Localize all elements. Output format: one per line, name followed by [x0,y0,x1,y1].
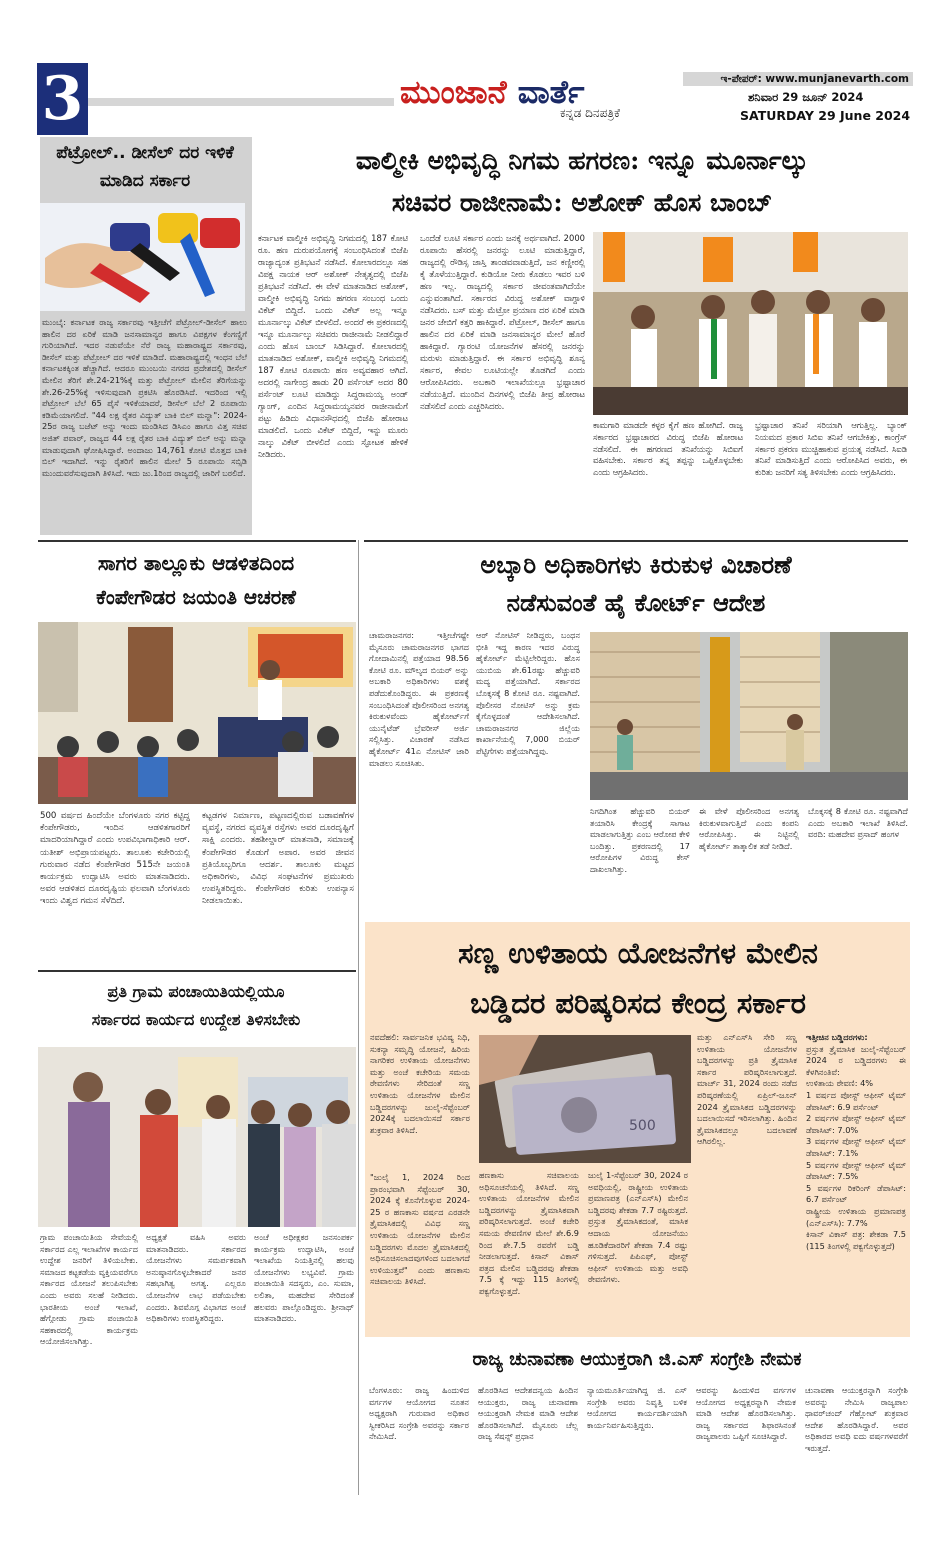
valmiki-right-col1: ಕಾಮಗಾರಿ ಮಾಡದೇ ಕಳ್ಳರ ಕೈಗೆ ಹಣ ಹೋಗಿದೆ. ರಾಜ್ಯ ಸರ್ಕಾರದ ಭ್ರಷ್ಟಾಚಾರದ ವಿರುದ್ಧ ಬಿಜೆಪಿ ಹೋರಾಟ ನಡೆಸಲಿದೆ. ಈ ಹಗರಣದ ತನಿಖೆಯನ್ನು ಸಿಬಿಐಗೆ ವಹಿಸಬೇಕು. ಸರ್ಕಾರ ತನ್ನ ತಪ್ಪನ್ನು ಒಪ್ಪಿಕೊಳ್ಳಬೇಕು ಎಂದು ಆಗ್ರಹಿಸಿದರು. [593,420,743,478]
rate-item: ಉಳಿತಾಯ ಠೇವಣಿ: 4% [806,1078,874,1089]
abkari-col1: ಚಾಮರಾಜನಗರ: ಇತ್ತೀಚೆಗಷ್ಟೇ ಮೈಸೂರು ಚಾಮರಾಜನಗರ ಭಾಗದ ಗೋದಾಮಿನಲ್ಲಿ ಪತ್ತೆಯಾದ 98.56 ಕೋಟಿ ರೂ. ಮೌಲ್ಯದ ಬಿಯರ್ ಅನ್ನು ಅಬಕಾರಿ ಅಧಿಕಾರಿಗಳು ವಶಕ್ಕೆ ಪಡೆದುಕೊಂಡಿದ್ದರು. ಈ ಪ್ರಕರಣಕ್ಕೆ ಸಂಬಂಧಿಸಿದಂತೆ ಪೊಲೀಸರಿಂದ ಅನಗತ್ಯ ಕಿರುಕುಳವೆಂದು ಹೈಕೋರ್ಟ್‌ಗೆ ಯುನೈಟೆಡ್ ಬ್ರೆವರೀಸ್ ಅರ್ಜಿ ಸಲ್ಲಿಸಿತ್ತು. ವಿಚಾರಣೆ ನಡೆಸಿದ ಹೈಕೋರ್ಟ್ 41ಎ ನೋಟಿಸ್ ಜಾರಿ ಮಾಡಲು ಸೂಚಿಸಿತು. [369,630,469,768]
election-col3: ನ್ಯಾಯಮೂರ್ತಿಯಾಗಿದ್ದ ಜಿ. ಎಸ್ ಸಂಗ್ರೇಶಿ ಅವರು ನಿವೃತ್ತಿ ಬಳಿಕ ಆಯೋಗದ ಕಾರ್ಯದರ್ಶಿಯಾಗಿ ಕಾರ್ಯನಿರ್ವಹಿಸುತ್ತಿದ್ದರು. [587,1385,687,1430]
sagar-headline-line2: ಕೆಂಪೇಗೌಡರ ಜಯಂತಿ ಆಚರಣೆ [96,585,296,609]
rate-item: 5 ವರ್ಷಗಳ ಪೋಸ್ಟ್ ಆಫೀಸ್ ಟೈಮ್ ಡೆಪಾಸಿಟ್: 7.5% [806,1159,906,1182]
savings-col2: ಹಣಕಾಸು ಸಚಿವಾಲಯ ಅಧಿಸೂಚನೆಯಲ್ಲಿ ತಿಳಿಸಿದೆ. ಸಣ್ಣ ಉಳಿತಾಯ ಯೋಜನೆಗಳ ಮೇಲಿನ ಬಡ್ಡಿದರಗಳನ್ನು ತ್ರೈಮಾಸಿಕವಾಗಿ ಪರಿಷ್ಕರಿಸಲಾಗುತ್ತದೆ. ಅಂಚೆ ಕಚೇರಿ ಸಮಯ ಠೇವಣಿಗಳ ಮೇಲೆ ಶೇ.6.9 ರಿಂದ ಶೇ.7.5 ರವರೆಗೆ ಬಡ್ಡಿ ನೀಡಲಾಗುತ್ತದೆ. ಕಿಸಾನ್ ವಿಕಾಸ್ ಪತ್ರದ ಮೇಲಿನ ಬಡ್ಡಿದರವು ಶೇಕಡಾ 7.5 ಕ್ಕೆ ಇದ್ದು 115 ತಿಂಗಳಲ್ಲಿ ಪಕ್ವಗೊಳ್ಳುತ್ತದೆ. [479,1170,579,1296]
petrol-body: ಮುಂಬೈ: ಕರ್ನಾಟಕ ರಾಜ್ಯ ಸರ್ಕಾರವು ಇತ್ತೀಚೆಗೆ ಪೆಟ್ರೋಲ್-ಡೀಸೆಲ್ ಹಾಲು ಹಾಲಿನ ದರ ಏರಿಕೆ ಮಾಡಿ ಜನಸಾಮಾನ್ಯರ ಹಾಗೂ ವಿಪಕ್ಷಗಳ ಕೆಂಗಣ್ಣಿಗೆ ಗುರಿಯಾಗಿದೆ. ಇದರ ನಡುವೆಯೇ ನೆರೆ ರಾಜ್ಯ ಮಹಾರಾಷ್ಟ್ರದ ಸರ್ಕಾರವು, ಡೀಸೆಲ್ ಮತ್ತು ಪೆಟ್ರೋಲ್ ದರ ಇಳಿಕೆ ಮಾಡಿದೆ. ಮಹಾರಾಷ್ಟ್ರದಲ್ಲಿ ಇಂಧನ ಬೆಲೆ ಕರ್ನಾಟಕಕ್ಕಿಂತ ಹೆಚ್ಚಾಗಿದೆ. ಆದರೂ ಮುಂಬಯಿ ನಗರದ ಪ್ರದೇಶದಲ್ಲಿ ಡೀಸೆಲ್ ಮೇಲಿನ ತೆರಿಗೆ ಶೇ.24-21%ಕ್ಕೆ ಮತ್ತು ಪೆಟ್ರೋಲ್ ಮೇಲಿನ ತೆರಿಗೆಯನ್ನು ಶೇ.26-25%ಕ್ಕೆ ಇಳಿಸುವುದಾಗಿ ಪ್ರಕಟಿಸಿ ಹೊರಡಿಸಿದೆ. ಇದರಿಂದ ಇಲ್ಲಿ ಪೆಟ್ರೋಲ್ ಬೆಲೆ 65 ಪೈಸೆ ಇಳಿಕೆಯಾದರೆ, ಡೀಸೆಲ್ ಬೆಲೆ 2 ರೂಪಾಯಿ ಕಡಿಮೆಯಾಗಲಿದೆ. "44 ಲಕ್ಷ ರೈತರ ವಿದ್ಯುತ್ ಬಾಕಿ ಬಿಲ್ ಮನ್ನಾ": 2024-25ರ ರಾಜ್ಯ ಬಜೆಟ್ ಅನ್ನು ಇಂದು ಮಂಡಿಸಿದ ಡಿಸಿಎಂ ಹಾಗೂ ವಿತ್ತ ಸಚಿವ ಅಜಿತ್ ಪವಾರ್, ರಾಜ್ಯದ 44 ಲಕ್ಷ ರೈತರ ಬಾಕಿ ವಿದ್ಯುತ್ ಬಿಲ್ ಅನ್ನು ಮನ್ನಾ ಮಾಡುವುದಾಗಿ ಘೋಷಿಸಿದ್ದಾರೆ. ಅಂದಾಜು 14,761 ಕೋಟಿ ಮೊತ್ತದ ಬಾಕಿ ಬಿಲ್ ಇದಾಗಿದೆ. ಇನ್ನು ರೈತರಿಗೆ ಹಾಲಿನ ಮೇಲೆ 5 ರೂಪಾಯಿ ಸಬ್ಸಿಡಿ ಮುಂದುವರೆಸುವುದಾಗಿ ತಿಳಿಸಿದೆ. ಇದು ಜು.1ರಿಂದ ರಾಜ್ಯದಲ್ಲಿ ಜಾರಿಗೆ ಬರಲಿದೆ. [42,317,247,478]
divider [364,540,908,542]
grama-headline-line2: ಸರ್ಕಾರದ ಕಾರ್ಯದ ಉದ್ದೇಶ ತಿಳಿಸಬೇಕು [91,1010,301,1029]
rate-item: ಪ್ರಸ್ತುತ ತ್ರೈಮಾಸಿಕ ಜುಲೈ-ಸೆಪ್ಟೆಂಬರ್ 2024 ರ ಬಡ್ಡಿದರಗಳು ಈ ಕೆಳಗಿನಂತಿವೆ: [806,1043,906,1077]
valmiki-headline [262,140,902,224]
grama-col3: ಅಂಚೆ ಅಧೀಕ್ಷಕರ ಜನಸಂಪರ್ಕ ಕಾರ್ಯಕ್ರಮ ಉದ್ಘಾಟಿಸಿ, ಅಂಚೆ ಇಲಾಖೆಯ ನಿಯತ್ತಿನಲ್ಲಿ ಹಲವು ಯೋಜನೆಗಳು ಲಭ್ಯವಿವೆ. ಗ್ರಾಮ ಪಂಚಾಯಿತಿ ಸದಸ್ಯರು, ಎಂ. ಸುಮಾ, ಲಲಿತಾ, ಮಹದೇವ ಸೇರಿದಂತೆ ಹಲವರು ಪಾಲ್ಗೊಂಡಿದ್ದರು. ಶ್ರೀನಾಥ್ ಮಾತನಾಡಿದರು. [254,1232,354,1324]
sagar-headline [40,546,352,614]
masthead-subtitle: ಕನ್ನಡ ದಿನಪತ್ರಿಕೆ [560,106,621,120]
masthead-part2: ವಾರ್ತೆ [517,73,585,111]
valmiki-headline-line2: ಸಚಿವರ ರಾಜೀನಾಮೆ: ಅಶೋಕ್ ಹೊಸ ಬಾಂಬ್ [391,188,773,217]
grama-col1: ಗ್ರಾಮ ಪಂಚಾಯಿತಿಯ ಸೇವೆಯಲ್ಲಿ ಸರ್ಕಾರದ ಎಲ್ಲ ಇಲಾಖೆಗಳ ಕಾರ್ಯದ ಉದ್ದೇಶ ಜನರಿಗೆ ತಿಳಿಯಬೇಕು. ಸಮಾಜದ ಕಟ್ಟಕಡೆಯ ವ್ಯಕ್ತಿಯವರೆಗೂ ಸರ್ಕಾರದ ಯೋಜನೆ ತಲುಪಿಸಬೇಕು ಎಂದು ಅವರು ಸಲಹೆ ನೀಡಿದರು. ಭಾರತೀಯ ಅಂಚೆ ಇಲಾಖೆ, ಹೆಗ್ಗೋಡು ಗ್ರಾಮ ಪಂಚಾಯಿತಿ ಸಹಕಾರದಲ್ಲಿ ಕಾರ್ಯಕ್ರಮ ಆಯೋಜಿಸಲಾಗಿತ್ತು. [40,1232,138,1347]
election-headline: ರಾಜ್ಯ ಚುನಾವಣಾ ಆಯುಕ್ತರಾಗಿ ಜಿ.ಎಸ್ ಸಂಗ್ರೇಶಿ ನೇಮಕ [472,1349,802,1370]
savings-headline [372,928,904,1028]
abkari-below3: ಬೊಕ್ಕಸಕ್ಕೆ 8 ಕೋಟಿ ರೂ. ನಷ್ಟವಾಗಿದೆ ಎಂದು ಅಬಕಾರಿ ಇಲಾಖೆ ತಿಳಿಸಿದೆ. ವರದಿ: ಮಹದೇವ ಪ್ರಸಾದ್ ಹಂಗಳ [808,806,908,840]
valmiki-col1: ಕರ್ನಾಟಕ ವಾಲ್ಮೀಕಿ ಅಭಿವೃದ್ಧಿ ನಿಗಮದಲ್ಲಿ 187 ಕೋಟಿ ರೂ. ಹಣ ದುರುಪಯೋಗಕ್ಕೆ ಸಂಬಂಧಿಸಿದಂತೆ ಬಿಜೆಪಿ ರಾಜ್ಯಾದ್ಯಂತ ಪ್ರತಿಭಟನೆ ನಡೆಸಿದೆ. ಕೋಲಾರದಲ್ಲೂ ಸಹ ವಿಪಕ್ಷ ನಾಯಕ ಆರ್ ಅಶೋಕ್ ನೇತೃತ್ವದಲ್ಲಿ ಬಿಜೆಪಿ ಪ್ರತಿಭಟನೆ ನಡೆಸಿದೆ. ಈ ವೇಳೆ ಮಾತನಾಡಿದ ಅಶೋಕ್, ವಾಲ್ಮೀಕಿ ಅಭಿವೃದ್ಧಿ ನಿಗಮ ಹಗರಣ ಸಂಬಂಧ ಒಂದು ವಿಕೆಟ್ ಬಿದ್ದಿದೆ. ಒಂದು ವಿಕೆಟ್ ಅಲ್ಲ ಇನ್ನೂ ಮೂರ್ನಾಲ್ಕು ವಿಕೆಟ್ ಬೀಳಲಿದೆ. ಅಂದರೆ ಈ ಪ್ರಕರಣದಲ್ಲಿ ಇನ್ನೂ ಮೂರ್ನಾಲ್ಕು ಸಚಿವರು ರಾಜೀನಾಮೆ ನೀಡಲಿದ್ದಾರೆ ಎಂದು ಹೊಸ ಬಾಂಬ್ ಸಿಡಿಸಿದ್ದಾರೆ. ಕೋಲಾರದಲ್ಲಿ ಮಾತನಾಡಿದ ಅಶೋಕ್, ವಾಲ್ಮೀಕಿ ಅಭಿವೃದ್ಧಿ ನಿಗಮದಲ್ಲಿ 187 ಕೋಟಿ ರೂಪಾಯಿ ಹಣ ಅವ್ಯವಹಾರ ಆಗಿದೆ. ಅದರಲ್ಲಿ ನಾಗೇಂದ್ರ ಹಾಡು 20 ಪರ್ಸೆಂಟ್ ಅದರ 80 ಪರ್ಸೆಂಟ್ ಲೂಟಿ ಮಾಡಿದ್ದು ಸಿದ್ದರಾಮಯ್ಯ ಅಂಡ್ ಗ್ಯಾಂಗ್, ಎಂದಿನ ಸಿದ್ದರಾಮಯ್ಯನವರ ರಾಜೀನಾಮೆಗೆ ಪಟ್ಟು ಹಿಡಿದು ವಿಧಾನಸೌಧದಲ್ಲಿ ಬಿಜೆಪಿ ಹೋರಾಟ ಮಾಡಲಿದೆ. ಒಂದು ವಿಕೆಟ್ ಬಿದ್ದಿದೆ, ಇನ್ನು ಮೂರು ನಾಲ್ಕು ವಿಕೆಟ್ ಬೀಳಲಿದೆ ಎಂದು ಸ್ಫೋಟಕ ಹೇಳಿಕೆ ನೀಡಿದರು. [258,233,408,459]
rate-item: 3 ವರ್ಷಗಳ ಪೋಸ್ಟ್ ಆಫೀಸ್ ಟೈಮ್ ಡೆಪಾಸಿಟ್: 7.1% [806,1136,906,1158]
grama-headline-line1: ಪ್ರತಿ ಗ್ರಾಮ ಪಂಚಾಯಿತಿಯಲ್ಲಿಯೂ [107,982,285,1001]
sagar-headline-line1: ಸಾಗರ ತಾಲ್ಲೂಕು ಆಡಳಿತದಿಂದ [97,551,295,575]
bjp-protest-photo [593,232,908,415]
divider [38,540,356,542]
currency-notes-photo [479,1035,691,1163]
savings-headline-line1: ಸಣ್ಣ ಉಳಿತಾಯ ಯೋಜನೆಗಳ ಮೇಲಿನ [458,936,818,970]
header-rule [88,98,394,106]
savings-rates-list [806,1032,906,1332]
election-col4: ಆವರನ್ನು ಹಿಂದುಳಿದ ವರ್ಗಗಳ ಆಯೋಗದ ಅಧ್ಯಕ್ಷರನ್ನಾಗಿ ನೇಮಕ ಮಾಡಿ ಆದೇಶ ಹೊರಡಿಸಲಾಗಿತ್ತು. ರಾಜ್ಯ ಸರ್ಕಾರದ ಶಿಫಾರಸಿನಂತೆ ರಾಜ್ಯಪಾಲರು ಒಪ್ಪಿಗೆ ಸೂಚಿಸಿದ್ದಾರೆ. [696,1385,796,1442]
savings-headline-line2: ಬಡ್ಡಿದರ ಪರಿಷ್ಕರಿಸದ ಕೇಂದ್ರ ಸರ್ಕಾರ [470,986,806,1020]
date-kannada: ಶನಿವಾರ 29 ಜೂನ್ 2024 [748,90,864,104]
rate-item: ಕಿಸಾನ್ ವಿಕಾಸ್ ಪತ್ರ: ಶೇಕಡಾ 7.5 (115 ತಿಂಗಳಲ್ಲಿ ಪಕ್ವಗೊಳ್ಳುತ್ತದೆ) [806,1229,906,1251]
column-rule [358,540,359,1495]
savings-col1b: "ಜುಲೈ 1, 2024 ರಿಂದ ಪ್ರಾರಂಭವಾಗಿ ಸೆಪ್ಟೆಂಬರ್ 30, 2024 ಕ್ಕೆ ಕೊನೆಗೊಳ್ಳುವ 2024-25 ರ ಹಣಕಾಸು ವರ್ಷದ ಎರಡನೇ ತ್ರೈಮಾಸಿಕದಲ್ಲಿ ವಿವಿಧ ಸಣ್ಣ ಉಳಿತಾಯ ಯೋಜನೆಗಳ ಮೇಲಿನ ಬಡ್ಡಿದರಗಳು ಮೊದಲ ತ್ರೈಮಾಸಿಕದಲ್ಲಿ ಅಧಿಸೂಚಿಸಲಾದವುಗಳಿಂದ ಬದಲಾಗದೆ ಉಳಿಯುತ್ತವೆ" ಎಂದು ಹಣಕಾಸು ಸಚಿವಾಲಯ ತಿಳಿಸಿದೆ. [370,1172,470,1287]
abkari-below1: ನಿಗದಿಗಿಂತ ಹೆಚ್ಚುವರಿ ಬಿಯರ್ ತಯಾರಿಸಿ ಕೇಂದ್ರಕ್ಕೆ ಸಾಗಾಟ ಮಾಡಲಾಗುತ್ತಿತ್ತು ಎಂಬ ಆರೋಪ ಕೇಳಿ ಬಂದಿತ್ತು. ಪ್ರಕರಣದಲ್ಲಿ 17 ಆರೋಪಿಗಳ ವಿರುದ್ಧ ಕೇಸ್ ದಾಖಲಾಗಿತ್ತು. [590,806,690,874]
rate-item: 2 ವರ್ಷಗಳ ಪೋಸ್ಟ್ ಆಫೀಸ್ ಟೈಮ್ ಡೆಪಾಸಿಟ್: 7.0% [806,1113,906,1135]
epaper-link[interactable]: ಇ-ಪೇಪರ್: www.munjanevarth.com [683,72,913,86]
date-english: SATURDAY 29 June 2024 [740,108,911,123]
rate-item: 5 ವರ್ಷಗಳ ರಿಕರಿಂಗ್ ಡೆಪಾಸಿಟ್: 6.7 ಪರ್ಸೆಂಟ್ [806,1182,906,1205]
divider [38,970,356,972]
savings-col3: ಜುಲೈ 1-ಸೆಪ್ಟೆಂಬರ್ 30, 2024 ರ ಅವಧಿಯಲ್ಲಿ, ರಾಷ್ಟ್ರೀಯ ಉಳಿತಾಯ ಪ್ರಮಾಣಪತ್ರ (ಎನ್‌ಎಸ್‌ಸಿ) ಮೇಲಿನ ಬಡ್ಡಿದರವು ಶೇಕಡಾ 7.7 ರಷ್ಟಿರುತ್ತದೆ. ಪ್ರಸ್ತುತ ತ್ರೈಮಾಸಿಕದಂತೆ, ಮಾಸಿಕ ಆದಾಯ ಯೋಜನೆಯು ಹೂಡಿಕೆದಾರರಿಗೆ ಶೇಕಡಾ 7.4 ರಷ್ಟು ಗಳಿಸುತ್ತದೆ. ಪಿಪಿಎಫ್, ಪೋಸ್ಟ್ ಆಫೀಸ್ ಉಳಿತಾಯ ಮತ್ತು ಅವಧಿ ಠೇವಣಿಗಳು. [588,1170,688,1285]
abkari-below2: ಈ ವೇಳೆ ಪೊಲೀಸರಿಂದ ಅನಗತ್ಯ ಕಿರುಕುಳವಾಗುತ್ತಿದೆ ಎಂದು ಕಂಪನಿ ಆರೋಪಿಸಿತ್ತು. ಈ ನಿಟ್ಟಿನಲ್ಲಿ ಹೈಕೋರ್ಟ್ ತಾತ್ಕಾಲಿಕ ತಡೆ ನೀಡಿದೆ. [699,806,799,851]
petrol-headline: ಪೆಟ್ರೋಲ್.. ಡೀಸೆಲ್ ದರ ಇಳಿಕೆ ಮಾಡಿದ ಸರ್ಕಾರ [56,143,234,191]
grama-col2: ಅಧ್ಯಕ್ಷತೆ ವಹಿಸಿ ಅವರು ಮಾತನಾಡಿದರು. ಸರ್ಕಾರದ ಯೋಜನೆಗಳು ಸಮರ್ಪಕವಾಗಿ ಅನುಷ್ಠಾನಗೊಳ್ಳಬೇಕಾದರೆ ಜನರ ಸಹಭಾಗಿತ್ವ ಅಗತ್ಯ. ಎಲ್ಲರೂ ಯೋಜನೆಗಳ ಲಾಭ ಪಡೆಯಬೇಕು ಎಂದರು. ಶಿವಮೊಗ್ಗ ವಿಭಾಗದ ಅಂಚೆ ಅಧಿಕಾರಿಗಳು ಉಪಸ್ಥಿತರಿದ್ದರು. [146,1232,246,1324]
sagar-col1: 500 ವರ್ಷದ ಹಿಂದೆಯೇ ಬೆಂಗಳೂರು ನಗರ ಕಟ್ಟಿದ್ದ ಕೆಂಪೇಗೌಡರು, ಇಂದಿನ ಆಡಳಿತಗಾರರಿಗೆ ಮಾದರಿಯಾಗಿದ್ದಾರೆ ಎಂದು ಉಪವಿಭಾಗಾಧಿಕಾರಿ ಆರ್. ಯತೀಶ್ ಅಭಿಪ್ರಾಯಪಟ್ಟರು. ತಾಲೂಕು ಕಚೇರಿಯಲ್ಲಿ ಗುರುವಾರ ನಡೆದ ಕೆಂಪೇಗೌಡರ 515ನೇ ಜಯಂತಿ ಕಾರ್ಯಕ್ರಮ ಉದ್ಘಾಟಿಸಿ ಅವರು ಮಾತನಾಡಿದರು. ಅವರ ಆಡಳಿತದ ದೂರದೃಷ್ಟಿಯ ಫಲವಾಗಿ ಬೆಂಗಳೂರು ಇಂದು ವಿಶ್ವದ ಗಮನ ಸೆಳೆದಿದೆ. [40,811,190,907]
masthead-part1: ಮುಂಜಾನೆ [400,73,507,111]
grama-headline [40,978,352,1034]
valmiki-right-col2: ಭ್ರಷ್ಟಾಚಾರ ತನಿಖೆ ಸರಿಯಾಗಿ ಆಗುತ್ತಿಲ್ಲ. ಬ್ಯಾಂಕ್ ನಿಯಮದ ಪ್ರಕಾರ ಸಿಬಿಐ ತನಿಖೆ ಆಗಬೇಕಿತ್ತು, ಕಾಂಗ್ರೆಸ್ ಸರ್ಕಾರ ಪ್ರಕರಣ ಮುಚ್ಚಿಹಾಕುವ ಪ್ರಯತ್ನ ನಡೆಸಿದೆ. ಸಿಐಡಿ ತನಿಖೆ ಮಾಡಿಸುತ್ತಿದೆ ಎಂದು ಆರೋಪಿಸಿದ ಅವರು, ಈ ಕುರಿತು ಜನರಿಗೆ ಸತ್ಯ ತಿಳಿಸಬೇಕು ಎಂದು ಆಗ್ರಹಿಸಿದರು. [755,420,907,478]
svg-text:500: 500 [629,1118,656,1134]
rate-item: ರಾಷ್ಟ್ರೀಯ ಉಳಿತಾಯ ಪ್ರಮಾಣಪತ್ರ (ಎನ್‌ಎಸ್‌ಸಿ): 7.7% [806,1205,906,1228]
abkari-headline-line1: ಅಬ್ಕಾರಿ ಅಧಿಕಾರಿಗಳು ಕಿರುಕುಳ ವಿಚಾರಣೆ [480,550,792,579]
kempegowda-event-photo [38,622,356,804]
abkari-col2: ಆರ್ ನೋಟಿಸ್ ನೀಡಿದ್ದರು, ಬಂಧನ ಭೀತಿ ಇದ್ದ ಕಾರಣ ಇದರ ವಿರುದ್ಧ ಹೈಕೋರ್ಟ್ ಮೆಟ್ಟಿಲೇರಿದ್ದರು. ಹೊಸ ಯುಬಿಯ ಶೇ.61ರಷ್ಟು ಹೆಚ್ಚುವರಿ ಮದ್ಯ ಪತ್ತೆಯಾಗಿದೆ. ಸರ್ಕಾರದ ಬೊಕ್ಕಸಕ್ಕೆ 8 ಕೋಟಿ ರೂ. ನಷ್ಟವಾಗಿದೆ. ಪೊಲೀಸರ ನೋಟಿಸ್ ಅನ್ನು ಕ್ರಮ ಕೈಗೊಳ್ಳದಂತೆ ಆದೇಶಿಸಲಾಗಿದೆ. ಚಾಮರಾಜನಗರ ಜಿಲ್ಲೆಯ ಕಾರ್ಖಾನೆಯಲ್ಲಿ 7,000 ಬಿಯರ್ ಪೆಟ್ಟಿಗೆಗಳು ಪತ್ತೆಯಾಗಿದ್ದವು. [476,630,580,756]
valmiki-col2: ಒಂದೆಡೆ ಲೂಟಿ ಸರ್ಕಾರ ಎಂದು ಜನಕ್ಕೆ ಅರ್ಥವಾಗಿದೆ. 2000 ರೂಪಾಯಿ ಹೆಸರಲ್ಲಿ ಜನರನ್ನು ಲೂಟಿ ಮಾಡುತ್ತಿದ್ದಾರೆ, ರಾಜ್ಯದಲ್ಲಿ ರೌಡಿಸ್ಸ ಜಾಸ್ತಿ ತಾಂಡವವಾಡುತ್ತಿದೆ, ಜನ ಕಣ್ಣೀರಲ್ಲಿ ಕೈ ತೊಳೆಯುತ್ತಿದ್ದಾರೆ. ಕುಡಿಯೋ ನೀರು ಕೊಡಲು ಇವರ ಬಳಿ ಹಣ ಇಲ್ಲ. ರಾಜ್ಯದಲ್ಲಿ ಸರ್ಕಾರ ಜೀವಂತವಾಗಿದೆಯೇ ಎನ್ನುವಂತಾಗಿದೆ. ಸರ್ಕಾರದ ವಿರುದ್ಧ ಅಶೋಕ್ ವಾಗ್ದಾಳಿ ನಡೆಸಿದರು. ಬಸ್ ಮತ್ತು ಮೆಟ್ರೋ ಪ್ರಯಾಣ ದರ ಏರಿಕೆ ಮಾಡಿ ಜನರ ಜೇಬಿಗೆ ಕತ್ತರಿ ಹಾಕಿದ್ದಾರೆ. ಪೆಟ್ರೋಲ್, ಡೀಸೆಲ್ ಹಾಗೂ ಹಾಲಿನ ದರ ಏರಿಕೆ ಮಾಡಿ ಜನಸಾಮಾನ್ಯರ ಮೇಲೆ ಹೊರೆ ಹಾಕಿದ್ದಾರೆ. ಗ್ಯಾರಂಟಿ ಯೋಜನೆಗಳ ಹೆಸರಲ್ಲಿ ಜನರನ್ನು ಮರುಳು ಮಾಡುತ್ತಿದ್ದಾರೆ. ಈ ಸರ್ಕಾರ ಅಭಿವೃದ್ಧಿ ಶೂನ್ಯ ಸರ್ಕಾರ, ಕೇವಲ ಲೂಟಿಯಲ್ಲೇ ತೊಡಗಿದೆ ಎಂದು ಆರೋಪಿಸಿದರು. ಅಬಕಾರಿ ಇಲಾಖೆಯಲ್ಲೂ ಭ್ರಷ್ಟಾಚಾರ ನಡೆಯುತ್ತಿದೆ. ಮುಂದಿನ ದಿನಗಳಲ್ಲಿ ಬಿಜೆಪಿ ತೀವ್ರ ಹೋರಾಟ ನಡೆಸಲಿದೆ ಎಂದು ಎಚ್ಚರಿಸಿದರು. [420,233,585,411]
rate-item: ಇತ್ತೀಚಿನ ಬಡ್ಡಿದರಗಳು: [806,1032,868,1042]
abkari-headline [366,546,906,622]
grama-panchayat-photo [38,1047,356,1227]
beer-warehouse-photo [590,632,908,800]
savings-col4: ಮತ್ತು ಎನ್‌ಎಸ್‌ಸಿ ಸೇರಿ ಸಣ್ಣ ಉಳಿತಾಯ ಯೋಜನೆಗಳ ಬಡ್ಡಿದರಗಳನ್ನು ಪ್ರತಿ ತ್ರೈಮಾಸಿಕ ಸರ್ಕಾರ ಪರಿಷ್ಕರಿಸಲಾಗುತ್ತದೆ. ಮಾರ್ಚ್ 31, 2024 ರಂದು ನಡೆದ ಪರಿಷ್ಕರಣೆಯಲ್ಲಿ ಏಪ್ರಿಲ್-ಜೂನ್ 2024 ತ್ರೈಮಾಸಿಕದ ಬಡ್ಡಿದರಗಳನ್ನು ಬದಲಾಯಿಸದೆ ಇರಿಸಲಾಗಿತ್ತು. ಹಿಂದಿನ ತ್ರೈಮಾಸಿಕದಲ್ಲೂ ಬದಲಾವಣೆ ಆಗಿರಲಿಲ್ಲ. [697,1032,797,1147]
election-col1: ಬೆಂಗಳೂರು: ರಾಜ್ಯ ಹಿಂದುಳಿದ ವರ್ಗಗಳ ಆಯೋಗದ ನೂತನ ಅಧ್ಯಕ್ಷರಾಗಿ ಗುರುವಾರ ಅಧಿಕಾರ ಸ್ವೀಕರಿಸಿದ ಸಂಗ್ರೇಶಿ ಅವರನ್ನು ಸರ್ಕಾರ ನೇಮಿಸಿದೆ. [369,1385,469,1442]
sagar-col2: ಕಟ್ಟಡಗಳ ನಿರ್ಮಾಣ, ಪಟ್ಟಣದಲ್ಲಿರುವ ಬಡಾವಣೆಗಳ ವ್ಯವಸ್ಥೆ, ನಗರದ ವ್ಯವಸ್ಥಿತ ರಸ್ತೆಗಳು ಅವರ ದೂರದೃಷ್ಟಿಗೆ ಸಾಕ್ಷಿ ಎಂದರು. ತಹಶೀಲ್ದಾರ್ ಮಾತನಾಡಿ, ಸಮಾಜಕ್ಕೆ ಕೆಂಪೇಗೌಡರ ಕೊಡುಗೆ ಅಪಾರ. ಅವರ ಜೀವನ ಪ್ರತಿಯೊಬ್ಬರಿಗೂ ಆದರ್ಶ. ತಾಲೂಕು ಮಟ್ಟದ ಅಧಿಕಾರಿಗಳು, ವಿವಿಧ ಸಂಘಟನೆಗಳ ಪ್ರಮುಖರು ಉಪಸ್ಥಿತರಿದ್ದರು. ಕೆಂಪೇಗೌಡರ ಕುರಿತು ಉಪನ್ಯಾಸ ನೀಡಲಾಯಿತು. [202,811,354,907]
fuel-nozzle-photo [40,203,245,311]
election-col2: ಹೊರಡಿಸಿದ ಆದೇಶದನ್ವಯ ಹಿಂದಿನ ಆಯುಕ್ತರು, ರಾಜ್ಯ ಚುನಾವಣಾ ಆಯುಕ್ತರಾಗಿ ನೇಮಕ ಮಾಡಿ ಆದೇಶ ಹೊರಡಿಸಲಾಗಿದೆ. ಮೈಸೂರು ಚೆಲ್ಲ ರಾಜ್ಯ ಸೆಷನ್ಸ್ ಪ್ರಧಾನ [478,1385,578,1442]
abkari-headline-line2: ನಡೆಸುವಂತೆ ಹೈ ಕೋರ್ಟ್ ಆದೇಶ [506,588,766,617]
rate-item: 1 ವರ್ಷದ ಪೋಸ್ಟ್ ಆಫೀಸ್ ಟೈಮ್ ಡೆಪಾಸಿಟ್: 6.9 ಪರ್ಸೆಂಟ್ [806,1089,906,1112]
page-number: 3 [37,63,88,135]
election-col5: ಚುನಾವಣಾ ಆಯುಕ್ತರನ್ನಾಗಿ ಸಂಗ್ರೇಶಿ ಅವರನ್ನು ನೇಮಿಸಿ ರಾಜ್ಯಪಾಲ ಥಾವರ್‌ಚಂದ್ ಗೆಹ್ಲೋಟ್ ಶುಕ್ರವಾರ ಆದೇಶ ಹೊರಡಿಸಿದ್ದಾರೆ. ಅವರ ಅಧಿಕಾರದ ಅವಧಿ ಐದು ವರ್ಷಗಳವರೆಗೆ ಇರುತ್ತದೆ. [805,1385,908,1453]
valmiki-headline-line1: ವಾಲ್ಮೀಕಿ ಅಭಿವೃದ್ಧಿ ನಿಗಮ ಹಗರಣ: ಇನ್ನೂ ಮೂರ್ನಾಲ್ಕು [355,146,809,175]
savings-col1: ನವದೆಹಲಿ: ಸಾರ್ವಜನಿಕ ಭವಿಷ್ಯ ನಿಧಿ, ಸುಕನ್ಯಾ ಸಮೃದ್ಧಿ ಯೋಜನೆ, ಹಿರಿಯ ನಾಗರಿಕರ ಉಳಿತಾಯ ಯೋಜನೆಗಳು ಮತ್ತು ಅಂಚೆ ಕಚೇರಿಯ ಸಮಯ ಠೇವಣಿಗಳು ಸೇರಿದಂತೆ ಸಣ್ಣ ಉಳಿತಾಯ ಯೋಜನೆಗಳ ಮೇಲಿನ ಬಡ್ಡಿದರಗಳನ್ನು ಜುಲೈ-ಸೆಪ್ಟೆಂಬರ್ 2024ಕ್ಕೆ ಬದಲಾಯಿಸದೆ ಸರ್ಕಾರ ಶುಕ್ರವಾರ ತಿಳಿಸಿದೆ. [370,1032,470,1135]
